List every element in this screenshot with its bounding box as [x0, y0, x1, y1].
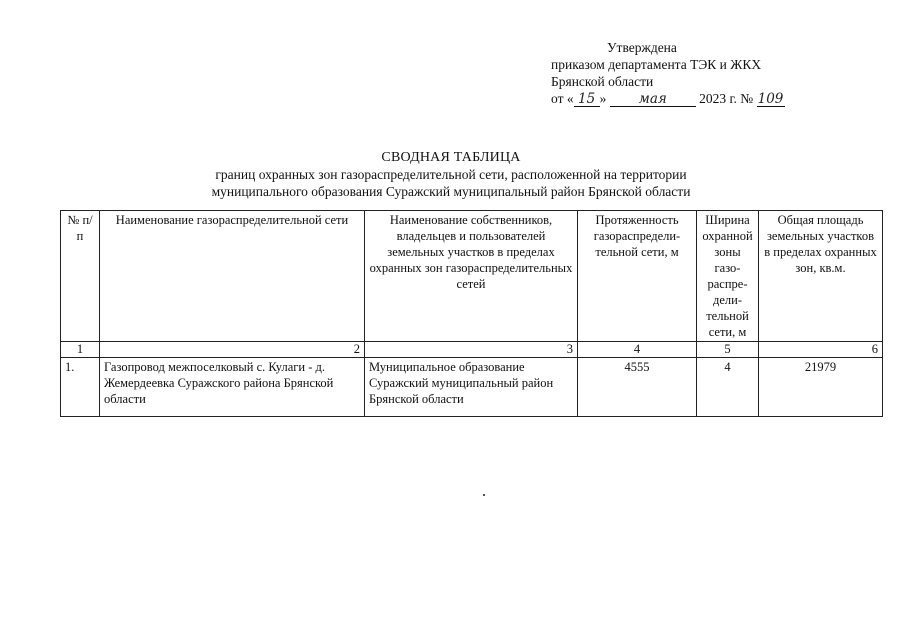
column-number-row: [61, 342, 883, 358]
title-main: СВОДНАЯ ТАБЛИЦА: [381, 150, 521, 165]
approval-block: [551, 39, 851, 107]
title-line-3: муниципального образования Суражский муниципальный район Брянской области: [211, 184, 691, 199]
date-prefix: от «: [551, 91, 574, 106]
header-zone-width: Ширина охранной зоны газо-распре-дели-тельной сети, м: [697, 211, 759, 342]
header-total-area: Общая площадь земельных участков в пределах охранных зон, кв.м.: [759, 211, 883, 342]
table-row: [61, 358, 883, 417]
header-length: Протяженность газораспредели-тельной сети, м: [578, 211, 697, 342]
document-title: [0, 149, 902, 200]
number-sign: №: [740, 91, 754, 106]
row-number: 1.: [61, 358, 100, 417]
header-number: № п/п: [61, 211, 100, 342]
approval-date-line: [551, 90, 851, 107]
date-close-quote: »: [599, 91, 607, 106]
row-total-area: 21979: [759, 358, 883, 417]
date-day-handwritten: 15: [574, 92, 600, 107]
scan-speck: [483, 494, 485, 496]
header-owners: Наименование собственников, владельцев и пользователей земельных участков в пределах охранных зон газораспределительных сетей: [365, 211, 578, 342]
row-zone-width: 4: [697, 358, 759, 417]
column-number-1: 1: [61, 342, 100, 358]
table-header-row: [61, 211, 883, 342]
row-network-name: Газопровод межпоселковый с. Кулаги - д. Жемердеевка Суражского района Брянской области: [100, 358, 365, 417]
order-number-handwritten: 109: [757, 91, 784, 107]
column-number-5: 5: [697, 342, 759, 358]
row-owner: Муниципальное образование Суражский муниципальный район Брянской области: [365, 358, 578, 417]
approval-region-line: Брянской области: [551, 74, 654, 89]
column-number-6: 6: [759, 342, 883, 358]
title-line-2: границ охранных зон газораспределительной сети, расположенной на территории: [215, 167, 687, 182]
row-length: 4555: [578, 358, 697, 417]
date-month-handwritten: мая: [610, 92, 696, 107]
column-number-3: 3: [365, 342, 578, 358]
summary-table: [60, 210, 883, 417]
header-network-name: Наименование газораспределительной сети: [100, 211, 365, 342]
column-number-2: 2: [100, 342, 365, 358]
approval-title: Утверждена: [607, 40, 677, 55]
column-number-4: 4: [578, 342, 697, 358]
approval-order-line: приказом департамента ТЭК и ЖКХ: [551, 57, 762, 72]
date-year: 2023 г.: [699, 91, 737, 106]
